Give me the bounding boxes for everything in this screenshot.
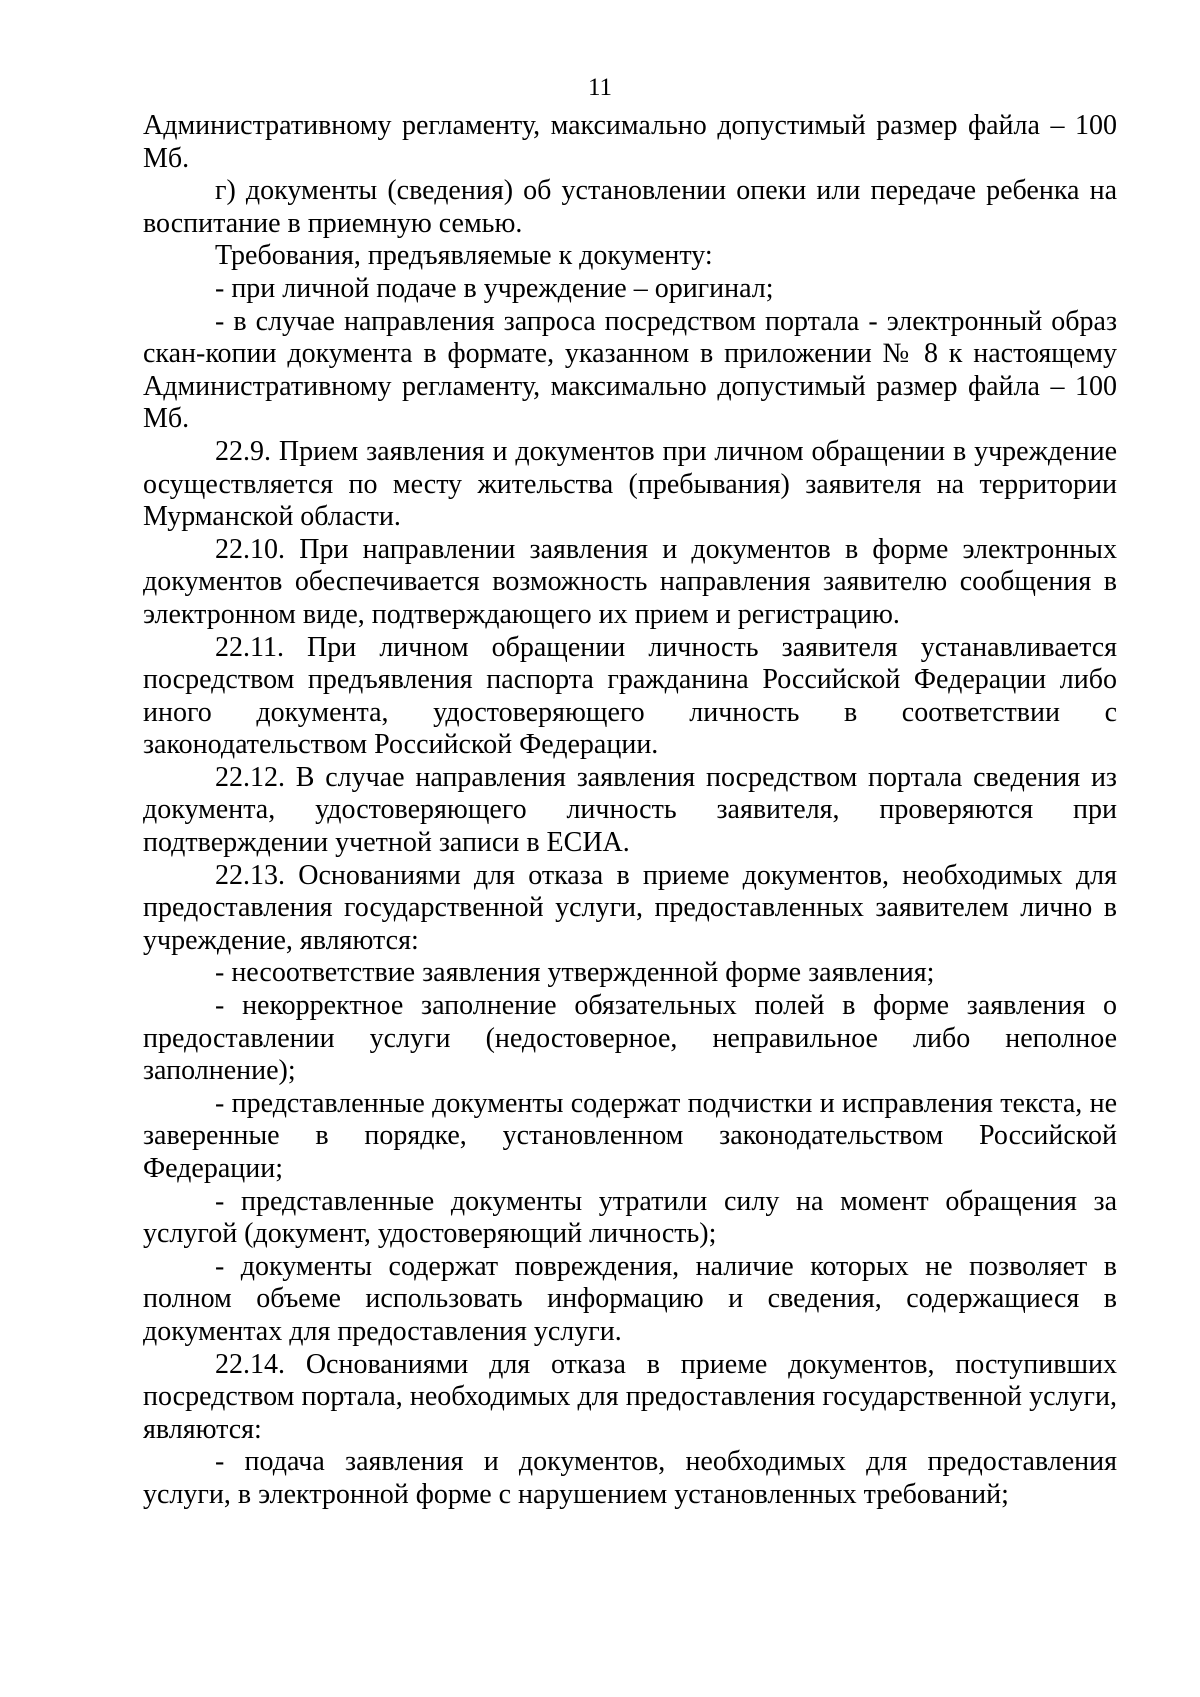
paragraph-22-10: 22.10. При направлении заявления и документов в форме электронных документов обеспечивается возможность направления заявителю сообщения в электронном виде, подтверждающего их прием и регистрацию. <box>143 533 1117 630</box>
paragraph-22-12: 22.12. В случае направления заявления посредством портала сведения из документа, удостоверяющего личность заявителя, проверяются при подтверждении учетной записи в ЕСИА. <box>143 761 1117 859</box>
paragraph-refusal-incorrect-fields: - некорректное заполнение обязательных полей в форме заявления о предоставлении услуги (недостоверное, неправильное либо неполное заполнение); <box>143 990 1117 1087</box>
paragraph-refusal-form-mismatch: - несоответствие заявления утвержденной форме заявления; <box>215 957 935 989</box>
paragraph-22-11: 22.11. При личном обращении личность заявителя устанавливается посредством предъявления паспорта гражданина Российской Федерации либо иного документа, удостоверяющего личность в соответствии с законодательством Российской Федерации. <box>143 631 1117 761</box>
paragraph-refusal-damaged: - документы содержат повреждения, наличие которых не позволяет в полном объеме использовать информацию и сведения, содержащиеся в документах для предоставления услуги. <box>143 1250 1117 1347</box>
paragraph-refusal-expired: - представленные документы утратили силу на момент обращения за услугой (документ, удостоверяющий личность); <box>143 1185 1117 1250</box>
paragraph-requirements-heading: Требования, предъявляемые к документу: <box>215 240 713 272</box>
document-body <box>143 110 1117 1512</box>
paragraph-requirement-personal: - при личной подаче в учреждение – оригинал; <box>215 272 774 304</box>
paragraph-continuation: Административному регламенту, максимально допустимый размер файла – 100 Мб. <box>143 110 1117 174</box>
paragraph-22-9: 22.9. Прием заявления и документов при личном обращении в учреждение осуществляется по месту жительства (пребывания) заявителя на территории Мурманской области. <box>143 435 1117 533</box>
paragraph-refusal-corrections: - представленные документы содержат подчистки и исправления текста, не заверенные в порядке, установленном законодательством Российской Федерации; <box>143 1087 1117 1184</box>
paragraph-22-13: 22.13. Основаниями для отказа в приеме документов, необходимых для предоставления государственной услуги, предоставленных заявителем лично в учреждение, являются: <box>143 859 1117 956</box>
page-number: 11 <box>587 74 613 101</box>
paragraph-requirement-portal: - в случае направления запроса посредством портала - электронный образ скан-копии документа в формате, указанном в приложении № 8 к настоящему Административному регламенту, максимально допустимый размер файла – 100 Мб. <box>143 305 1117 435</box>
paragraph-refusal-electronic-violation: - подача заявления и документов, необходимых для предоставления услуги, в электронной форме с нарушением установленных требований; <box>143 1446 1117 1510</box>
paragraph-item-g: г) документы (сведения) об установлении опеки или передаче ребенка на воспитание в приемную семью. <box>143 175 1117 239</box>
paragraph-22-14: 22.14. Основаниями для отказа в приеме документов, поступивших посредством портала, необходимых для предоставления государственной услуги, являются: <box>143 1348 1117 1445</box>
